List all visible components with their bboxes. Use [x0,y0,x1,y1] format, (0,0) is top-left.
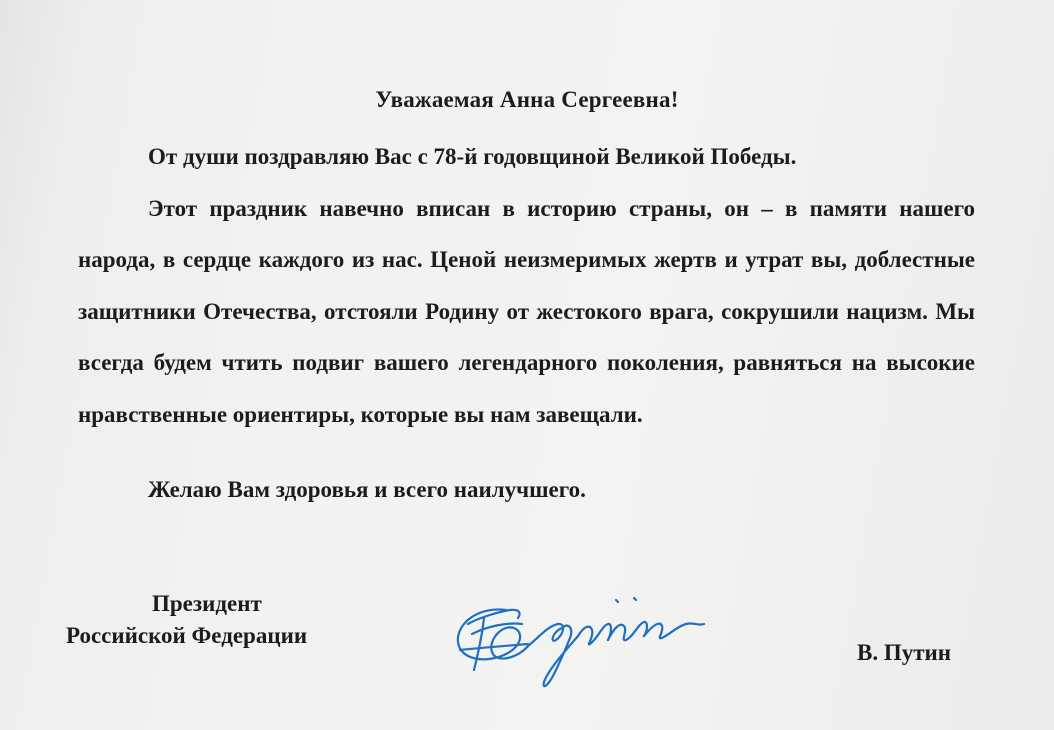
closing-wish: Желаю Вам здоровья и всего наилучшего. [148,477,586,502]
signer-position [66,588,366,652]
handwritten-signature [448,588,748,698]
paragraph-greeting: От души поздравляю Вас с 78-й годовщиной Великой Победы. [148,144,797,169]
position-title: Президент [152,591,262,616]
position-country: Российской Федерации [66,623,308,648]
paragraph-main: Этот праздник навечно вписан в историю страны, он – в памяти нашего народа, в сердце каждого из нас. Ценой неизмеримых жертв и утрат вы, доблестные защитники Отечества, отстояли Родину от жестокого врага, сокрушили нацизм. Мы всегда будем чтить подвиг вашего легендарного поколения, равняться на высокие нравственные ориентиры, которые вы нам завещали. [78,195,975,427]
signature-strokes [458,598,704,686]
letter-body [78,131,975,440]
salutation: Уважаемая Анна Сергеевна! [375,87,679,112]
signer-name: В. Путин [857,640,952,665]
